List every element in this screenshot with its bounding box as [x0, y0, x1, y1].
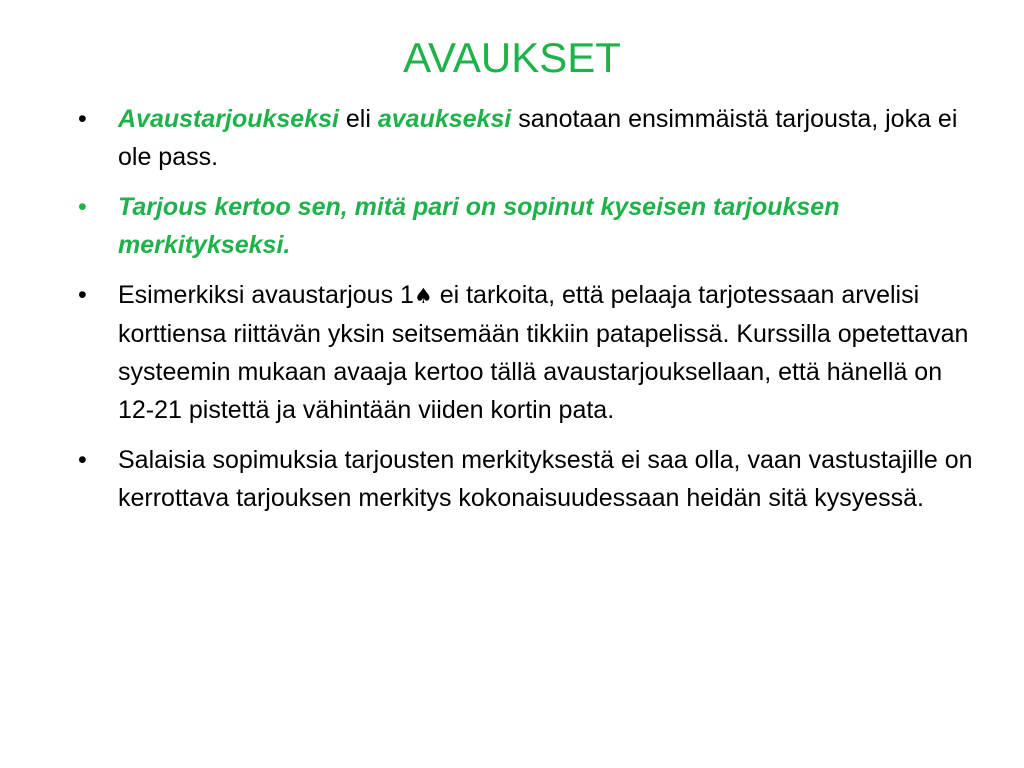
bullet-icon: • [78, 105, 87, 133]
spade-icon: ♠ [413, 284, 433, 308]
bullet-text-after: ei tarkoita, että pelaaja tarjotessaan arvelisi korttiensa riittävän yksin seitsemään tikkiin patapelissä. Kurssilla opetettavan systeemin mukaan avaaja kertoo tällä avaustarjouksellaan, että hänellä on 12-21 pistettä ja vähintään viiden kortin pata. [118, 281, 969, 424]
bullet-item-1 [72, 100, 977, 176]
slide-title: AVAUKSET [403, 34, 621, 81]
bullet-item-2 [72, 188, 977, 264]
bullet-text-before: Esimerkiksi avaustarjous 1 [118, 281, 414, 309]
bullet-item-4 [72, 441, 977, 517]
term-avaus: avaukseksi [377, 105, 512, 133]
bullet-list [72, 100, 977, 529]
term-avaustarjous: Avaustarjoukseksi [118, 105, 339, 133]
bullet-icon: • [78, 281, 87, 309]
bullet-item-3 [72, 276, 977, 429]
bullet-icon: • [78, 446, 87, 474]
bullet-text: sanotaan ensimmäistä tarjousta, joka ei ole pass. [118, 105, 958, 171]
bullet-icon: • [78, 193, 87, 221]
term-join: eli [338, 105, 378, 133]
bullet-text: Salaisia sopimuksia tarjousten merkityksestä ei saa olla, vaan vastustajille on kerrottava tarjouksen merkitys kokonaisuudessaan heidän sitä kysyessä. [118, 446, 973, 512]
bullet-text: Tarjous kertoo sen, mitä pari on sopinut kyseisen tarjouksen merkitykseksi. [118, 193, 840, 259]
